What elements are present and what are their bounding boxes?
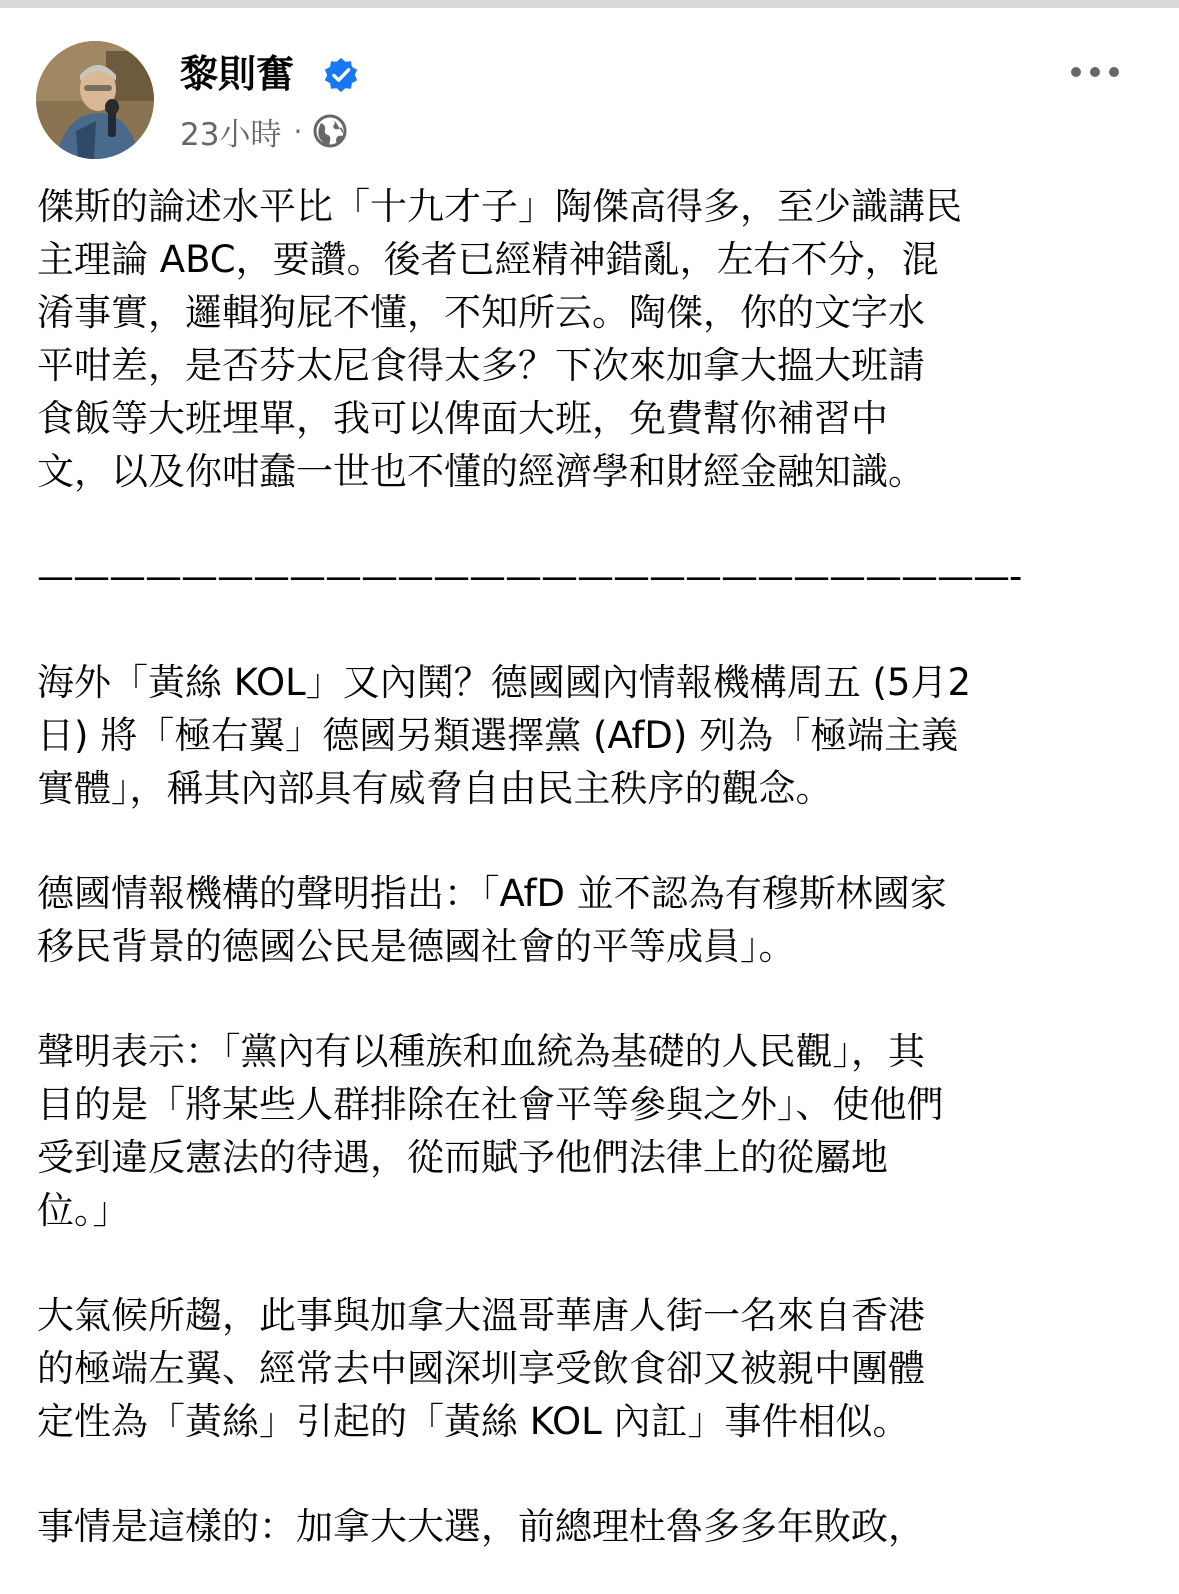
- paragraph-1: 傑斯的論述水平比「十九才子」陶傑高得多，至少識講民 主理論 ABC，要讚。後者已經精神錯亂，左右不分，混 淆事實，邏輯狗屁不懂，不知所云。陶傑，你的文字水 平咁差，是否芬太尼食得太多？下次來加拿大搵大班請 食飯等大班埋單，我可以俾面大班，免費幫你補習中 文，以及你咁蠢一世也不懂的經濟學和財經金融知識。: [37, 185, 962, 493]
- post-header: [0, 0, 1179, 170]
- post-meta: [180, 108, 348, 154]
- verified-badge-icon: [322, 56, 360, 94]
- post-body: [37, 180, 1132, 1553]
- paragraph-4: 聲明表示：「黨內有以種族和血統為基礎的人民觀」，其 目的是「將某些人群排除在社會平等參與之外」、使他們 受到違反憲法的待遇，從而賦予他們法律上的從屬地 位。」: [37, 1030, 944, 1232]
- avatar[interactable]: [36, 41, 154, 159]
- paragraph-6: 事情是這樣的：加拿大大選，前總理杜魯多多年敗政，: [37, 1505, 925, 1548]
- text-divider: ———————————————————————————-: [37, 555, 1022, 598]
- paragraph-2: 海外「黃絲 KOL」又內鬨？德國國內情報機構周五 (5月2 日) 將「極右翼」德國另類選擇黨 (AfD) 列為「極端主義 實體」，稱其內部具有威脅自由民主秩序的觀念。: [37, 661, 972, 810]
- paragraph-5: 大氣候所趨，此事與加拿大溫哥華唐人街一名來自香港 的極端左翼、經常去中國深圳享受飲食卻又被親中團體 定性為「黃絲」引起的「黃絲 KOL 內訌」事件相似。: [37, 1294, 925, 1443]
- paragraph-3: 德國情報機構的聲明指出：「AfD 並不認為有穆斯林國家 移民背景的德國公民是德國社會的平等成員」。: [37, 872, 947, 968]
- author-name[interactable]: 黎則奮: [180, 52, 295, 96]
- meta-separator: ·: [293, 114, 303, 148]
- avatar-image: [36, 41, 154, 159]
- spacer: [37, 603, 1132, 656]
- post-time[interactable]: 23小時: [180, 116, 282, 153]
- globe-icon[interactable]: [312, 113, 348, 149]
- more-options-icon[interactable]: [1066, 52, 1126, 92]
